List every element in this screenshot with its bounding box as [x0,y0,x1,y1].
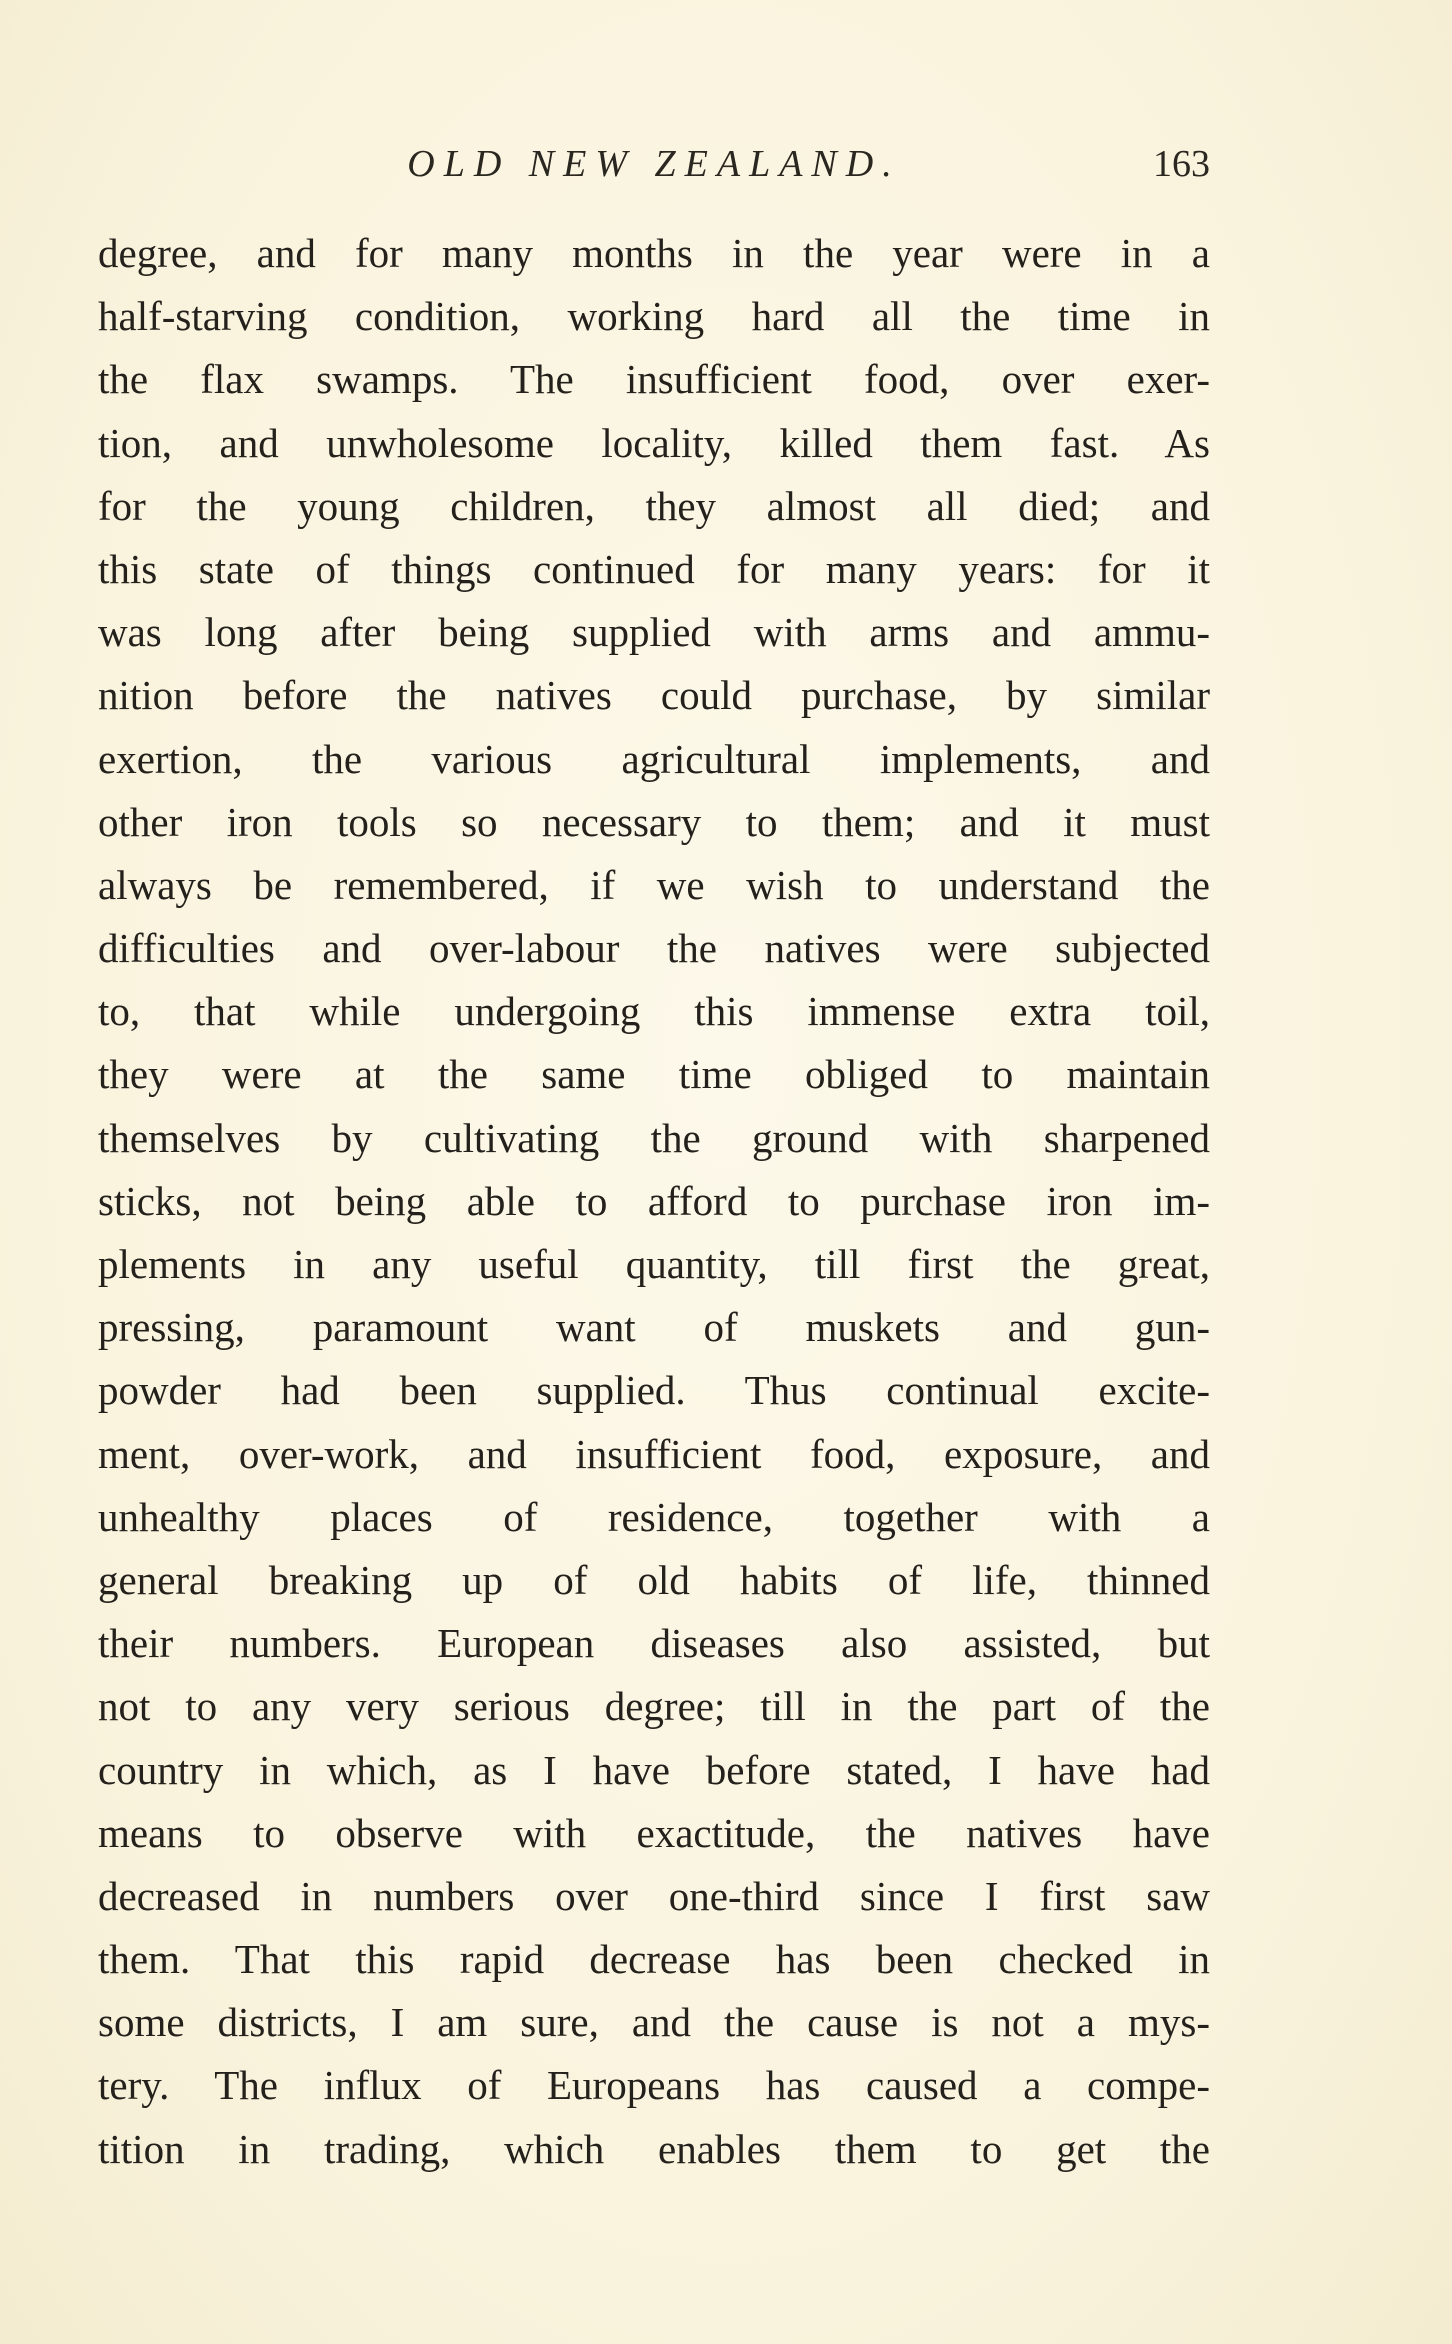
text-line: sticks, not being able to afford to purchase iron im- [98,1177,1210,1224]
text-line: the flax swamps. The insufficient food, over exer- [98,356,1210,403]
text-line: this state of things continued for many years: for it [98,545,1210,592]
text-line: plements in any useful quantity, till first the great, [98,1241,1210,1287]
text-line: themselves by cultivating the ground with sharpened [98,1114,1210,1161]
text-line: was long after being supplied with arms and ammu- [98,609,1210,656]
text-line: their numbers. European diseases also assisted, but [98,1620,1210,1667]
running-head [98,134,1210,194]
text-line: not to any very serious degree; till in the part of the [98,1683,1210,1730]
text-line: nition before the natives could purchase, by similar [98,672,1210,719]
running-title: OLD NEW ZEALAND. [407,143,901,185]
text-line: country in which, as I have before stated, I have had [98,1746,1210,1793]
text-line: other iron tools so necessary to them; and it must [98,798,1210,845]
text-line: they were at the same time obliged to maintain [98,1051,1210,1098]
text-line: pressing, paramount want of muskets and gun- [98,1304,1210,1351]
text-line: unhealthy places of residence, together with a [98,1493,1210,1540]
text-line: decreased in numbers over one-third since I first saw [98,1872,1210,1919]
text-line: to, that while undergoing this immense extra toil, [98,988,1210,1035]
text-line: general breaking up of old habits of life, thinned [98,1556,1210,1603]
text-line: tion, and unwholesome locality, killed them fast. As [98,419,1210,466]
text-line: powder had been supplied. Thus continual excite- [98,1367,1210,1414]
text-line: them. That this rapid decrease has been checked in [98,1936,1210,1983]
page-number: 163 [1153,143,1210,185]
text-line: degree, and for many months in the year were in a [98,230,1210,276]
text-line: half-starving condition, working hard all the time in [98,293,1210,340]
text-line: difficulties and over-labour the natives were subjected [98,925,1210,972]
text-line: tition in trading, which enables them to get the [98,2125,1210,2172]
text-line: always be remembered, if we wish to understand the [98,861,1210,908]
text-line: for the young children, they almost all died; and [98,482,1210,529]
text-line: tery. The influx of Europeans has caused a compe- [98,2062,1210,2109]
text-line: exertion, the various agricultural implements, and [98,735,1210,782]
text-line: ment, over-work, and insufficient food, exposure, and [98,1430,1210,1477]
text-line: some districts, I am sure, and the cause is not a mys- [98,1999,1210,2046]
text-line: means to observe with exactitude, the natives have [98,1809,1210,1856]
body-text [98,222,1210,2202]
